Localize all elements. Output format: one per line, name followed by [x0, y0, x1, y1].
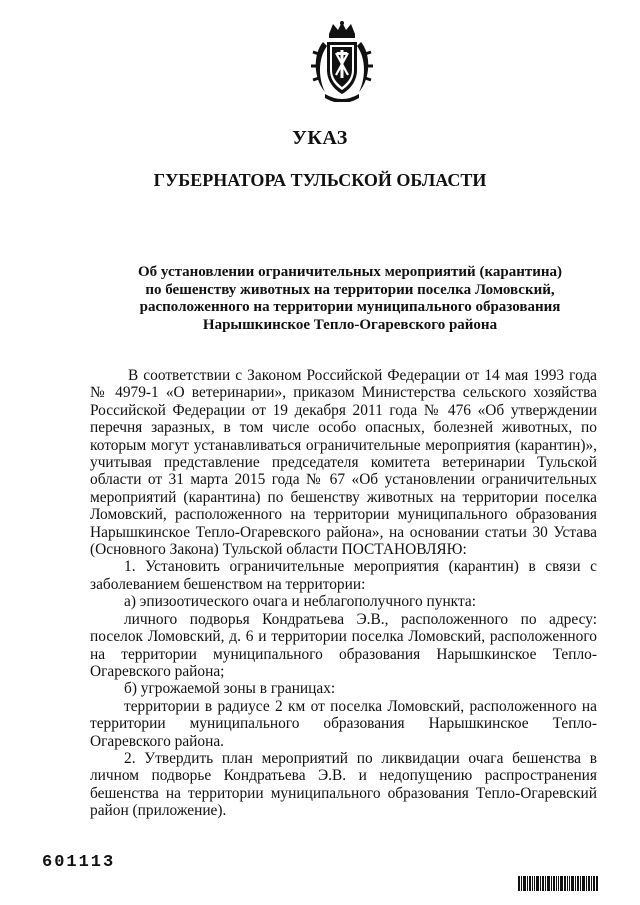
- decree-body: [90, 367, 597, 820]
- preamble-paragraph: В соответствии с Законом Российской Федерации от 14 мая 1993 года № 4979-1 «О ветеринарии», приказом Министерства сельского хозяйства Российской Федерации от 19 декабря 2011 года № 476 «Об утверждении перечня заразных, в том числе особо опасных, болезней животных, по которым могут устанавливаться ограничительные мероприятия (карантин)», учитывая представление председателя комитета ветеринарии Тульской области от 31 марта 2015 года № 67 «Об установлении ограничительных мероприятий (карантина) по бешенству животных на территории поселка Ломовский, расположенного на территории муниципального образования Нарышкинское Тепло-Огаревского района», на основании статьи 30 Устава (Основного Закона) Тульской области ПОСТАНОВЛЯЮ:: [90, 367, 597, 559]
- document-type-title: УКАЗ: [292, 127, 348, 149]
- heading-line: расположенного на территории муниципального образования: [139, 299, 561, 316]
- subclause-a-paragraph: а) эпизоотического очага и неблагополучного пункта:: [124, 593, 476, 611]
- subclause-b-paragraph: б) угрожаемой зоны в границах:: [124, 680, 336, 698]
- subclause-a-details-paragraph: личного подворья Кондратьева Э.В., расположенного по адресу: поселок Ломовский, д. 6 и территории поселка Ломовский, расположенного на территории муниципального образования Нарышкинское Тепло-Огаревского района;: [90, 610, 597, 680]
- barcode-icon: [518, 876, 598, 891]
- decree-heading: [100, 264, 600, 334]
- heading-line: Об установлении ограничительных мероприятий (карантина): [137, 264, 562, 280]
- document-number: 601113: [42, 853, 116, 872]
- heading-line: Нарышкинское Тепло-Огаревского района: [202, 316, 498, 333]
- coat-of-arms-icon: [311, 20, 373, 102]
- clause-2-paragraph: 2. Утвердить план мероприятий по ликвидации очага бешенства в личном подворье Кондратьева Э.В. и недопущению распространения бешенства на территории муниципального образования Тепло-Огаревский район (приложение).: [90, 749, 597, 820]
- issuer-title: ГУБЕРНАТОРА ТУЛЬСКОЙ ОБЛАСТИ: [153, 170, 487, 190]
- subclause-b-details-paragraph: территории в радиусе 2 км от поселка Ломовский, расположенного на территории муниципального образования Нарышкинское Тепло-Огаревского района.: [90, 697, 597, 750]
- heading-line: по бешенству животных на территории поселка Ломовский,: [145, 281, 555, 298]
- clause-1-paragraph: 1. Установить ограничительные мероприятия (карантин) в связи с заболеванием бешенством на территории:: [90, 558, 597, 593]
